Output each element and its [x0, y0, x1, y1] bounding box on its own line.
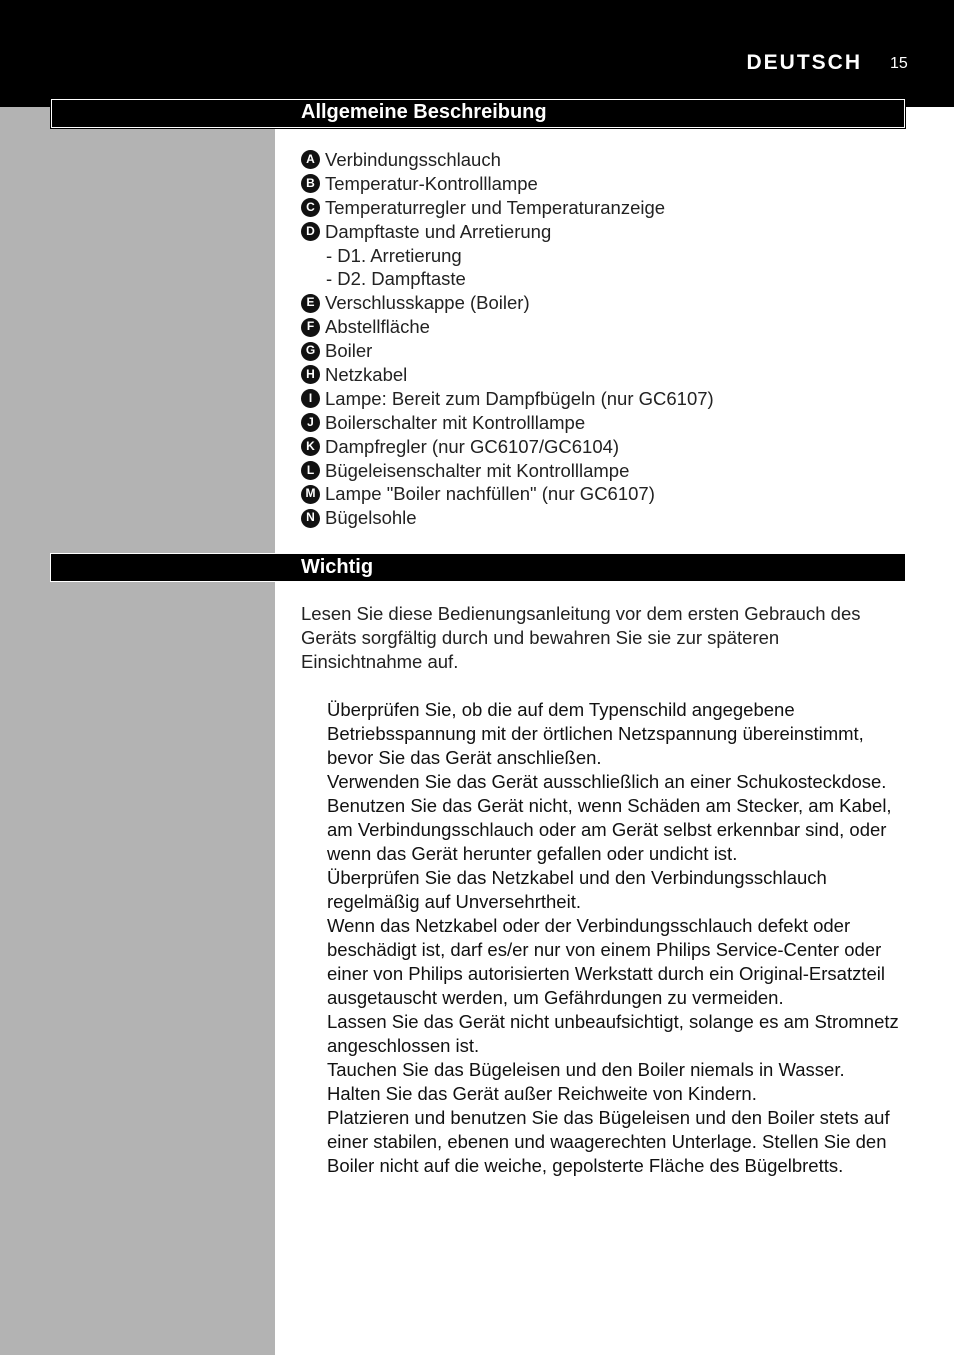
parts-list-item — [301, 435, 714, 459]
parts-list-item — [301, 244, 714, 268]
part-label: Dampfregler (nur GC6107/GC6104) — [325, 435, 620, 457]
section-bar-description — [50, 98, 906, 129]
part-letter-badge: A — [301, 150, 320, 169]
safety-rule: Platzieren und benutzen Sie das Bügeleisen und den Boiler stets auf einer stabilen, ebenen und waagerechten Unterlage. Stellen Sie den Boiler nicht auf die weiche, gepolsterte Fläche des Bügelbretts. — [327, 1107, 890, 1176]
parts-list-item — [301, 482, 714, 506]
parts-list-item — [301, 291, 714, 315]
part-label: Temperatur-Kontrolllampe — [325, 172, 538, 194]
part-label: Lampe: Bereit zum Dampfbügeln (nur GC6107) — [325, 387, 714, 409]
part-letter-badge: L — [301, 461, 320, 480]
part-label: Verbindungsschlauch — [325, 149, 501, 170]
part-letter-badge: D — [301, 222, 320, 241]
safety-rule: Wenn das Netzkabel oder der Verbindungsschlauch defekt oder beschädigt ist, darf es/er nur von einem Philips Service-Center oder einer von Philips autorisierten Werkstatt durch ein Original-Ersatzteil ausgetauscht werden, um Gefährdungen zu vermeiden. — [327, 915, 885, 1008]
part-label: - D2. Dampftaste — [326, 268, 466, 290]
section-bar-important — [50, 553, 906, 582]
part-letter-badge: N — [301, 509, 320, 528]
safety-rule: Halten Sie das Gerät außer Reichweite von Kindern. — [327, 1083, 757, 1104]
side-margin-band — [0, 107, 275, 1355]
part-letter-badge: J — [301, 413, 320, 432]
parts-list-item — [301, 506, 714, 530]
part-letter-badge: E — [301, 294, 320, 313]
parts-list-item — [301, 172, 714, 196]
parts-list-item — [301, 267, 714, 291]
part-label: Temperaturregler und Temperaturanzeige — [325, 196, 666, 218]
part-letter-badge: K — [301, 437, 320, 456]
part-label: Netzkabel — [325, 364, 408, 386]
part-label: Boilerschalter mit Kontrolllampe — [325, 411, 586, 433]
part-letter-badge: I — [301, 389, 320, 408]
safety-rules-list — [327, 698, 907, 1178]
parts-list-item — [301, 339, 714, 363]
parts-list-item — [301, 459, 714, 483]
safety-rule: Überprüfen Sie, ob die auf dem Typenschild angegebene Betriebsspannung mit der örtlichen Netzspannung übereinstimmt, bevor Sie das Gerät anschließen. — [327, 699, 864, 768]
section-title-important: Wichtig — [301, 556, 374, 578]
part-label: Bügelsohle — [325, 507, 417, 529]
part-letter-badge: F — [301, 318, 320, 337]
parts-list-item — [301, 315, 714, 339]
parts-list-item — [301, 196, 714, 220]
part-letter-badge: C — [301, 198, 320, 217]
part-label: Verschlusskappe (Boiler) — [325, 292, 530, 314]
safety-rule: Überprüfen Sie das Netzkabel und den Verbindungsschlauch regelmäßig auf Unversehrtheit. — [327, 867, 827, 912]
parts-list-item — [301, 220, 714, 244]
intro-paragraph: Lesen Sie diese Bedienungsanleitung vor dem ersten Gebrauch des Geräts sorgfältig durch und bewahren Sie sie zur späteren Einsichtnahme auf. — [301, 603, 861, 672]
part-letter-badge: M — [301, 485, 320, 504]
part-label: Abstellfläche — [325, 316, 430, 338]
safety-rule: Verwenden Sie das Gerät ausschließlich an einer Schukosteckdose. — [327, 771, 887, 792]
parts-list-item — [301, 363, 714, 387]
parts-list-item — [301, 148, 714, 172]
part-label: Dampftaste und Arretierung — [325, 220, 552, 242]
safety-rule: Lassen Sie das Gerät nicht unbeaufsichtigt, solange es am Stromnetz angeschlossen ist. — [327, 1011, 899, 1056]
parts-list-item — [301, 387, 714, 411]
part-label: Lampe "Boiler nachfüllen" (nur GC6107) — [325, 483, 655, 505]
part-label: Boiler — [325, 340, 373, 362]
page-number: 15 — [890, 55, 908, 72]
section-title-description: Allgemeine Beschreibung — [301, 101, 547, 123]
part-letter-badge: B — [301, 174, 320, 193]
parts-list-item — [301, 411, 714, 435]
language-label: DEUTSCH — [746, 51, 862, 74]
part-letter-badge: G — [301, 342, 320, 361]
parts-list — [301, 148, 714, 530]
part-label: - D1. Arretierung — [326, 244, 462, 266]
part-label: Bügeleisenschalter mit Kontrolllampe — [325, 459, 630, 481]
safety-rule: Tauchen Sie das Bügeleisen und den Boiler niemals in Wasser. — [327, 1059, 845, 1080]
safety-rule: Benutzen Sie das Gerät nicht, wenn Schäden am Stecker, am Kabel, am Verbindungsschlauch oder am Gerät selbst erkennbar sind, oder wenn das Gerät herunter gefallen oder undicht ist. — [327, 795, 892, 864]
part-letter-badge: H — [301, 365, 320, 384]
